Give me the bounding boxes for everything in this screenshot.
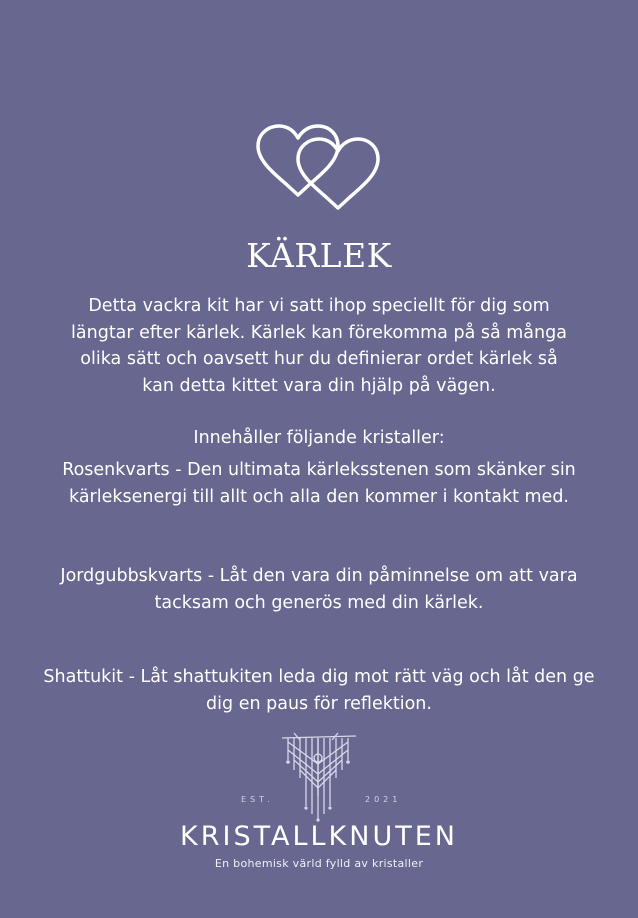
intro-line: kan detta kittet vara din hjälp på vägen.: [142, 375, 496, 396]
double-heart-icon: [248, 112, 388, 212]
est-year: 2021: [365, 795, 402, 804]
card-title: KÄRLEK: [246, 236, 392, 275]
crystal-line: dig en paus för reflektion.: [206, 693, 432, 714]
intro-line: olika sätt och oavsett hur du definierar ordet kärlek så: [80, 349, 558, 369]
brand-logo: [0, 730, 638, 880]
crystal-line: tacksam och generös med din kärlek.: [154, 592, 484, 613]
brand-tagline: En bohemisk värld fylld av kristaller: [214, 857, 424, 870]
crystal-line: Shattukit - Låt shattukiten leda dig mot rätt väg och låt den ge: [43, 667, 595, 687]
crystal-line: kärleksenergi till allt och alla den kommer i kontakt med.: [69, 486, 569, 507]
crystal-line: Rosenkvarts - Den ultimata kärleksstenen som skänker sin: [62, 460, 576, 480]
brand-name: KRISTALLKNUTEN: [180, 821, 458, 852]
est-label: EST.: [241, 795, 274, 804]
intro-line: längtar efter kärlek. Kärlek kan förekomma på så många: [71, 322, 567, 343]
crystals-heading: Innehåller följande kristaller:: [193, 428, 445, 448]
crystal-item-jordgubbskvarts: [0, 563, 638, 616]
intro-line: Detta vackra kit har vi satt ihop speciellt för dig som: [88, 296, 550, 316]
intro-text: [0, 293, 638, 399]
crystal-item-shattukit: [0, 664, 638, 717]
macrame-icon: [280, 730, 358, 822]
crystal-item-rosenkvarts: [0, 457, 638, 510]
crystal-line: Jordgubbskvarts - Låt den vara din påminnelse om att vara: [60, 566, 578, 586]
